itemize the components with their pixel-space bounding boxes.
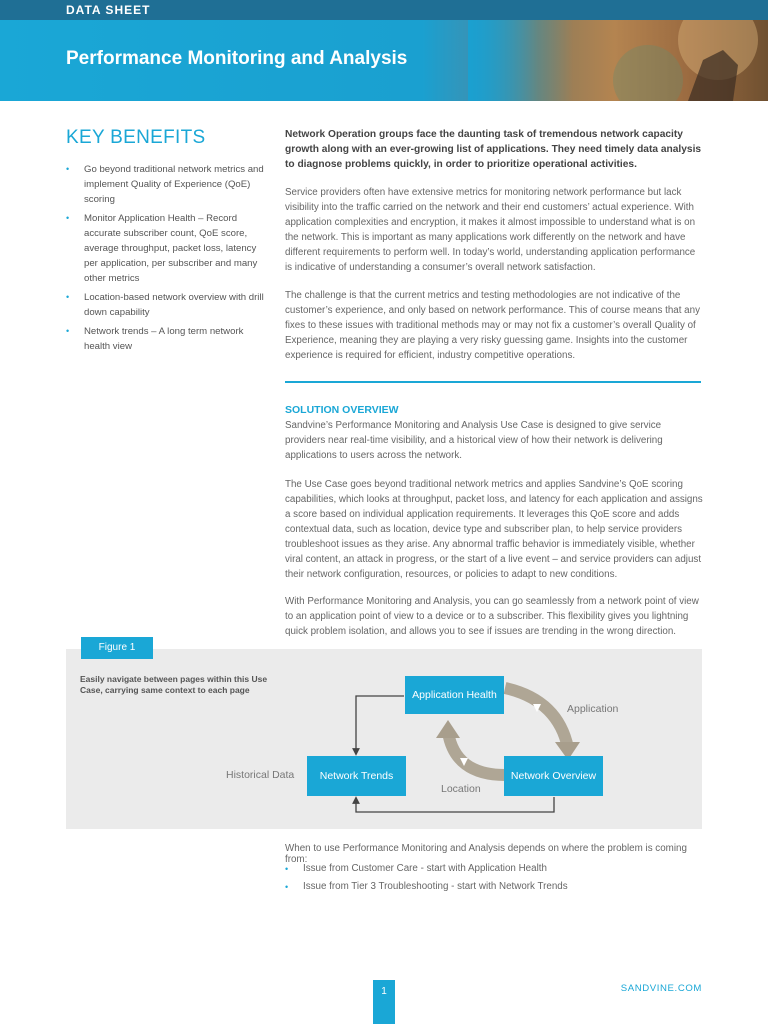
figure-note: Easily navigate between pages within this Use Case, carrying same context to each page [80, 674, 268, 695]
label-application: Application [567, 703, 619, 715]
list-item: • Issue from Tier 3 Troubleshooting - start with Network Trends [285, 878, 568, 896]
list-item: • Monitor Application Health – Record accurate subscriber count, QoE score, average throughput, packet loss, latency per application, per subscriber and many other metrics [66, 213, 258, 284]
bullet-icon: • [66, 164, 70, 174]
body-paragraph: The challenge is that the current metrics and testing methodologies are not indicative of the customer’s experience, and only based on network performance. This of course means that any fixes to these issues with traditional methods may or may not fix a customer’s overall Quality of Experience, meaning they are playing a very risky guessing game. Insights into the customer experience is required for efficient, industry competitive operations. [285, 290, 700, 361]
label-location: Location [441, 783, 481, 795]
key-benefits-list [66, 162, 266, 358]
bullet-icon: • [66, 292, 70, 302]
bullet-icon: • [66, 326, 70, 336]
body-paragraph: Service providers often have extensive metrics for monitoring network performance but lack visibility into the traffic carried on the network and their end customers’ actual experience. With application complexities and encryption, it makes it almost impossible to understand what is on the network. This is important as many applications work differently on the network and have different requirements to perform well. In today’s world, understanding application performance is indicative of understanding a consumer’s overall network satisfaction. [285, 187, 696, 273]
node-network-overview: Network Overview [504, 756, 603, 796]
body-paragraph: Sandvine’s Performance Monitoring and Analysis Use Case is designed to give service providers near real-time visibility, and a historical view of how their network is delivering applications to users across the network. [285, 420, 663, 461]
doc-type-label: DATA SHEET [66, 3, 151, 17]
page-number: 1 [373, 980, 395, 1024]
node-network-trends: Network Trends [307, 756, 406, 796]
page-title: Performance Monitoring and Analysis [66, 48, 408, 69]
bullet-icon: • [285, 864, 289, 874]
when-to-use-text: When to use Performance Monitoring and Analysis depends on where the problem is coming from: [285, 843, 687, 865]
body-paragraph: The Use Case goes beyond traditional network metrics and applies Sandvine’s QoE scoring capabilities, which looks at throughput, packet loss, and latency for each application and assigns a score based on individual application requirements. It leverages this QoE score and adds contextual data, such as location, device type and subscriber plan, to help service providers troubleshoot issues as they arise. Any abnormal traffic behavior is immediately visible, whether viral content, an attack in progress, or the start of a live event – and service providers can adjust their network configuration, resources, or policies to adapt to new conditions. [285, 479, 703, 580]
label-historical-data: Historical Data [226, 769, 295, 781]
header-banner [0, 20, 768, 101]
header-photo [468, 20, 768, 101]
body-paragraph: With Performance Monitoring and Analysis, you can go seamlessly from a network point of view to an application point of view to a device or to a subscriber. This flexibility gives you lightning quick problem isolation, and allows you to see if issues are trending in the wrong direction. [285, 596, 699, 637]
top-bar [0, 0, 768, 20]
section-divider [285, 381, 701, 383]
when-to-use-list [285, 860, 568, 896]
list-item: • Network trends – A long term network health view [66, 326, 244, 352]
node-application-health: Application Health [405, 676, 504, 714]
list-item: • Issue from Customer Care - start with Application Health [285, 860, 568, 878]
key-benefits-heading: KEY BENEFITS [66, 127, 206, 148]
site-link[interactable]: SANDVINE.COM [620, 983, 702, 994]
list-item: • Location-based network overview with drill down capability [66, 292, 264, 318]
solution-heading: SOLUTION OVERVIEW [285, 404, 399, 416]
list-item: • Go beyond traditional network metrics and implement Quality of Experience (QoE) scoring [66, 164, 264, 205]
bullet-icon: • [285, 882, 289, 892]
intro-paragraph: Network Operation groups face the daunting task of tremendous network capacity growth along with an ever-growing list of applications. They need timely data analysis to diagnose problems quickly, in order to prioritize operational activities. [285, 129, 702, 170]
bullet-icon: • [66, 213, 70, 223]
figure-tab: Figure 1 [81, 637, 153, 659]
